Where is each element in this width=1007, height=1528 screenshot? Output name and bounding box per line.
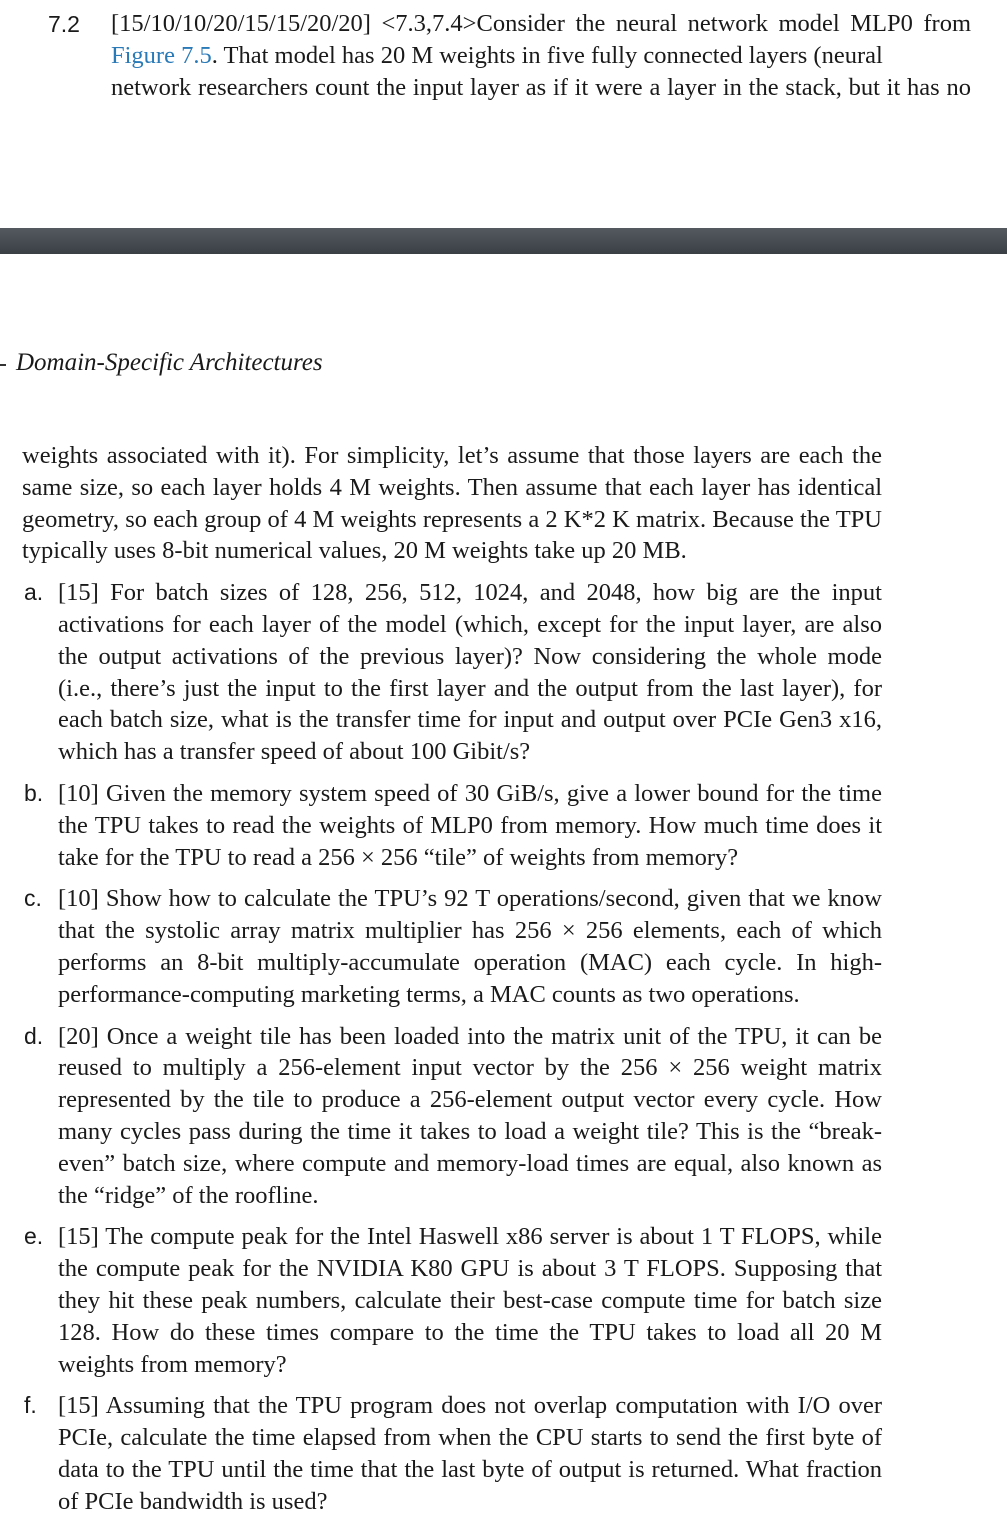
exercise-item-a xyxy=(22,577,882,768)
item-letter: f. xyxy=(24,1392,37,1419)
item-text: [10] Show how to calculate the TPU’s 92 T operations/second, given that we know that the systolic array matrix multiplier has 256 × 256 elements, each of which performs an 8-bit multiply-accumulate operation (MAC) each cycle. In high-performance-computing marketing terms, a MAC counts as two operations. xyxy=(58,885,882,1008)
problem-last-line: network researchers count the input layer as if it were a layer in the stack, but it has no xyxy=(111,74,971,101)
running-head-rule xyxy=(0,364,6,366)
exercise-list xyxy=(22,577,882,1517)
item-letter: e. xyxy=(24,1223,44,1250)
item-letter: c. xyxy=(24,885,42,912)
problem-number: 7.2 xyxy=(48,11,80,37)
problem-statement xyxy=(111,8,971,104)
item-letter: d. xyxy=(24,1022,44,1049)
figure-link[interactable]: Figure 7.5 xyxy=(111,42,212,69)
exercise-item-e xyxy=(22,1221,882,1380)
chapter-title: Domain-Specific Architectures xyxy=(16,349,323,376)
exercise-item-b xyxy=(22,778,882,873)
exercise-item-f xyxy=(22,1390,882,1517)
running-head xyxy=(0,344,1007,384)
item-text: [15] The compute peak for the Intel Haswell x86 server is about 1 T FLOPS, while the compute peak for the NVIDIA K80 GPU is about 3 T FLOPS. Supposing that they hit these peak numbers, calculate their best-case compute time for batch size 128. How do these times compare to the time the TPU takes to load all 20 M weights from memory? xyxy=(58,1223,882,1378)
problem-suffix: . That model has 20 M weights in five fully connected layers (neural xyxy=(211,42,883,69)
page-divider xyxy=(0,228,1007,254)
main-content xyxy=(22,440,882,1528)
item-letter: a. xyxy=(24,579,44,606)
problem-prefix: [15/10/10/20/15/15/20/20] <7.3,7.4>Consider the neural network model MLP0 from xyxy=(111,10,971,37)
item-letter: b. xyxy=(24,779,44,806)
item-text: [15] For batch sizes of 128, 256, 512, 1024, and 2048, how big are the input activations for each layer of the model (which, except for the input layer, are also the output activations of the previous layer)? Now considering the whole mode (i.e., there’s just the input to the first layer and the output from the last layer), for each batch size, what is the transfer time for input and output over PCIe Gen3 x16, which has a transfer speed of about 100 Gibit/s? xyxy=(58,579,882,766)
exercise-item-c xyxy=(22,883,882,1010)
item-text: [10] Given the memory system speed of 30 GiB/s, give a lower bound for the time the TPU takes to read the weights of MLP0 from memory. How much time does it take for the TPU to read a 256 × 256 “tile” of weights from memory? xyxy=(58,779,882,871)
previous-page-fragment xyxy=(0,0,1007,228)
intro-paragraph: weights associated with it). For simplicity, let’s assume that those layers are each the same size, so each layer holds 4 M weights. Then assume that each layer has identical geometry, so each group of 4 M weights represents a 2 K*2 K matrix. Because the TPU typically uses 8-bit numerical values, 20 M weights take up 20 MB. xyxy=(22,442,882,565)
item-text: [20] Once a weight tile has been loaded into the matrix unit of the TPU, it can be reused to multiply a 256-element input vector by the 256 × 256 weight matrix represented by the tile to produce a 256-element output vector every cycle. How many cycles pass during the time it takes to load a weight tile? This is the “break-even” batch size, where compute and memory-load times are equal, also known as the “ridge” of the roofline. xyxy=(58,1022,882,1209)
exercise-item-d xyxy=(22,1021,882,1212)
item-text: [15] Assuming that the TPU program does not overlap computation with I/O over PCIe, calculate the time elapsed from when the CPU starts to send the first byte of data to the TPU until the time that the last byte of output is returned. What fraction of PCIe bandwidth is used? xyxy=(58,1392,882,1515)
